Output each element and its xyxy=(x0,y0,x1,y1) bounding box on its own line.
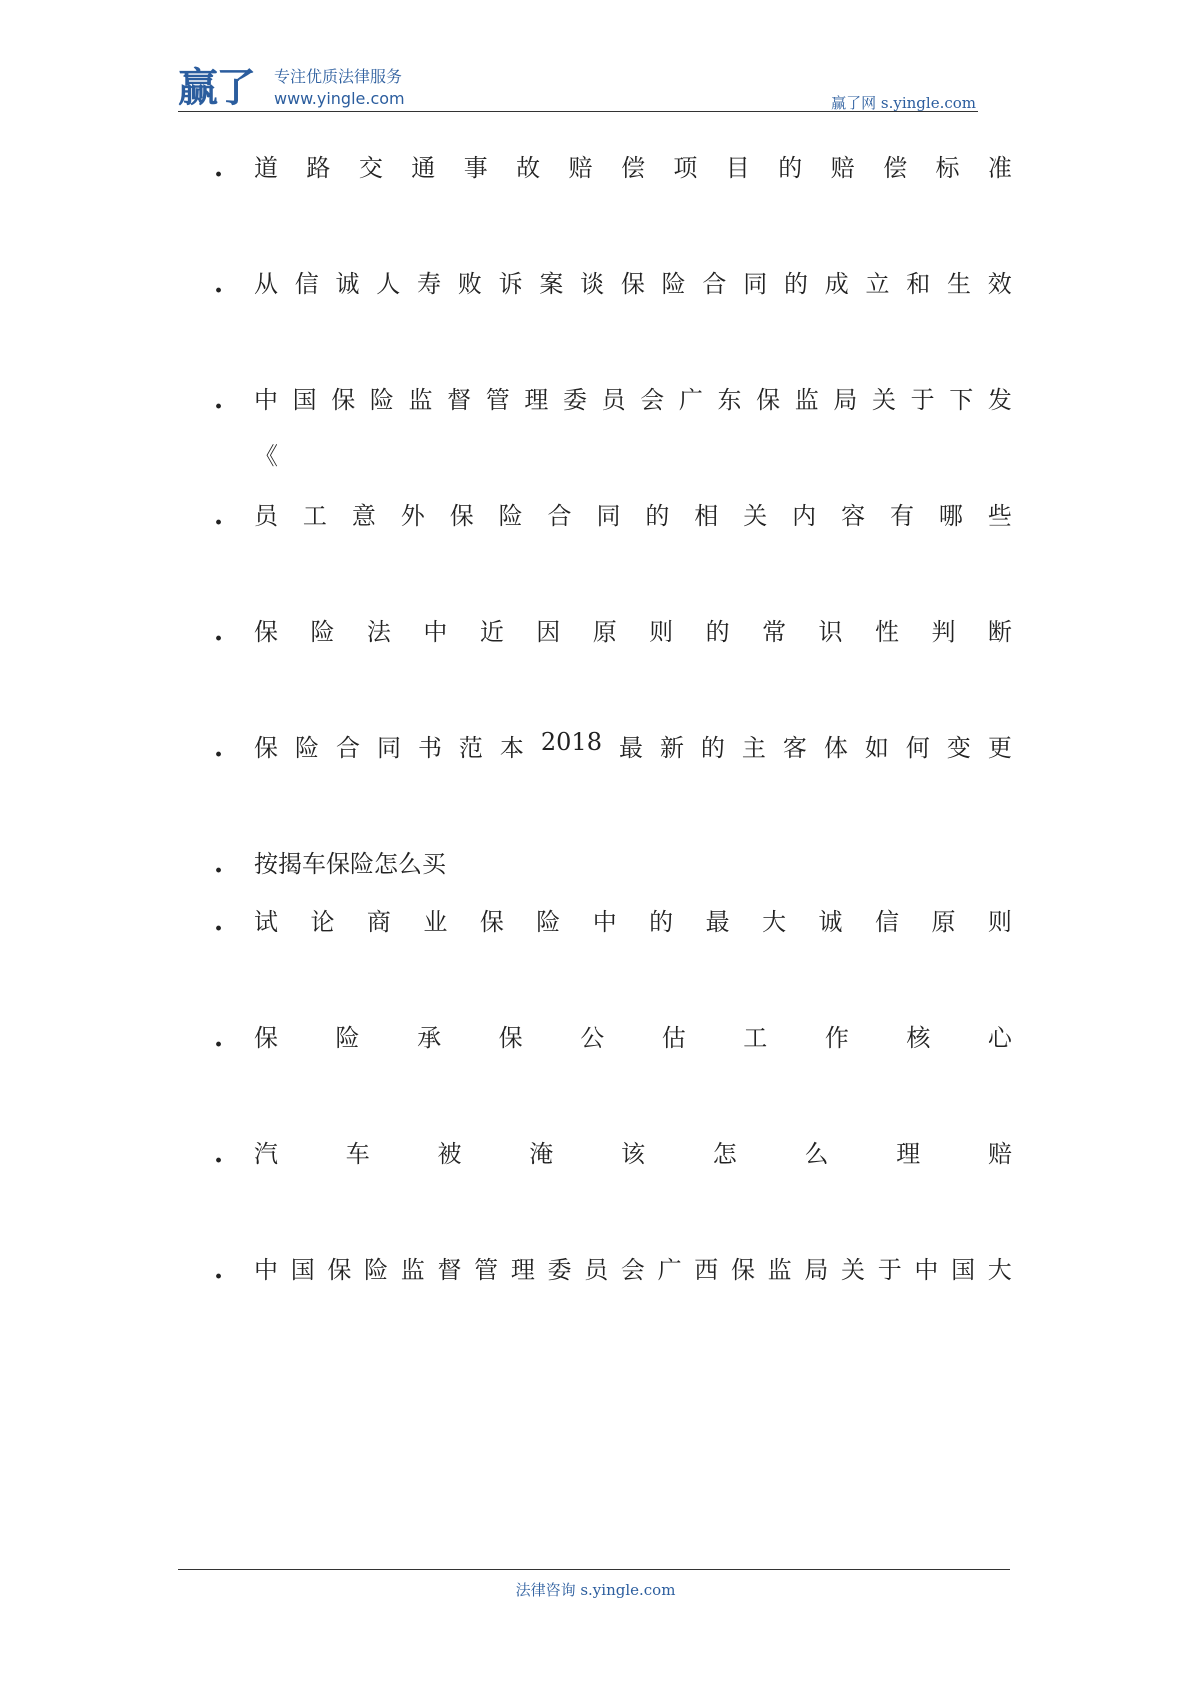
list-item-text: 中 国 保 险 监 督 管 理 委 员 会 广 西 保 监 局 关 于 中 国 大 xyxy=(254,1256,1012,1284)
logo-url: www.yingle.com xyxy=(274,89,405,108)
list-item[interactable] xyxy=(214,612,1012,647)
list-item[interactable] xyxy=(214,1018,1012,1053)
list-item[interactable] xyxy=(214,264,1012,299)
bullet: . xyxy=(214,385,224,415)
logo-slogan: 专注优质法律服务 xyxy=(274,67,403,86)
list-item-text: 保 险 承 保 公 估 工 作 核 心 xyxy=(254,1024,1012,1052)
list-item[interactable] xyxy=(214,380,1012,415)
bullet: . xyxy=(214,1139,224,1169)
list-item-text: 《 xyxy=(254,442,278,470)
list-item-text: 道 路 交 通 事 故 赔 偿 项 目 的 赔 偿 标 准 xyxy=(254,154,1012,182)
bullet: . xyxy=(214,269,224,299)
list-item-text: 保 险 合 同 书 范 本 2018 最 新 的 主 客 体 如 何 变 更 xyxy=(254,728,1012,762)
footer-divider xyxy=(178,1569,1010,1570)
list-item[interactable] xyxy=(214,902,1012,937)
bullet: . xyxy=(214,617,224,647)
list-item-text: 汽 车 被 淹 该 怎 么 理 赔 xyxy=(254,1140,1012,1168)
list-item[interactable] xyxy=(214,844,446,879)
header-site-link[interactable]: 赢了网 s.yingle.com xyxy=(831,94,976,112)
bullet: . xyxy=(214,849,224,879)
list-item[interactable] xyxy=(214,728,1012,763)
list-item-text: 中 国 保 险 监 督 管 理 委 员 会 广 东 保 监 局 关 于 下 发 xyxy=(254,386,1012,414)
bullet: . xyxy=(214,733,224,763)
list-item-text: 从 信 诚 人 寿 败 诉 案 谈 保 险 合 同 的 成 立 和 生 效 xyxy=(254,270,1012,298)
bullet: . xyxy=(214,501,224,531)
list-item[interactable] xyxy=(214,496,1012,531)
bullet: . xyxy=(214,907,224,937)
site-logo[interactable] xyxy=(178,62,438,114)
bullet: . xyxy=(214,1023,224,1053)
list-item-text: 员 工 意 外 保 险 合 同 的 相 关 内 容 有 哪 些 xyxy=(254,502,1012,530)
bullet: . xyxy=(214,153,224,183)
logo-mark: 赢了 xyxy=(178,65,254,111)
page-header xyxy=(178,62,978,114)
list-item-text: 按揭车保险怎么买 xyxy=(254,850,446,878)
list-item[interactable] xyxy=(214,1250,1012,1285)
list-item-text: 试 论 商 业 保 险 中 的 最 大 诚 信 原 则 xyxy=(254,908,1012,936)
footer-link[interactable]: 法律咨询 s.yingle.com xyxy=(515,1581,676,1599)
header-divider xyxy=(178,111,978,112)
list-item-text: 保 险 法 中 近 因 原 则 的 常 识 性 判 断 xyxy=(254,618,1012,646)
list-item[interactable] xyxy=(214,1134,1012,1169)
list-item[interactable] xyxy=(214,148,1012,183)
list-item-continuation xyxy=(214,436,278,471)
bullet: . xyxy=(214,1255,224,1285)
